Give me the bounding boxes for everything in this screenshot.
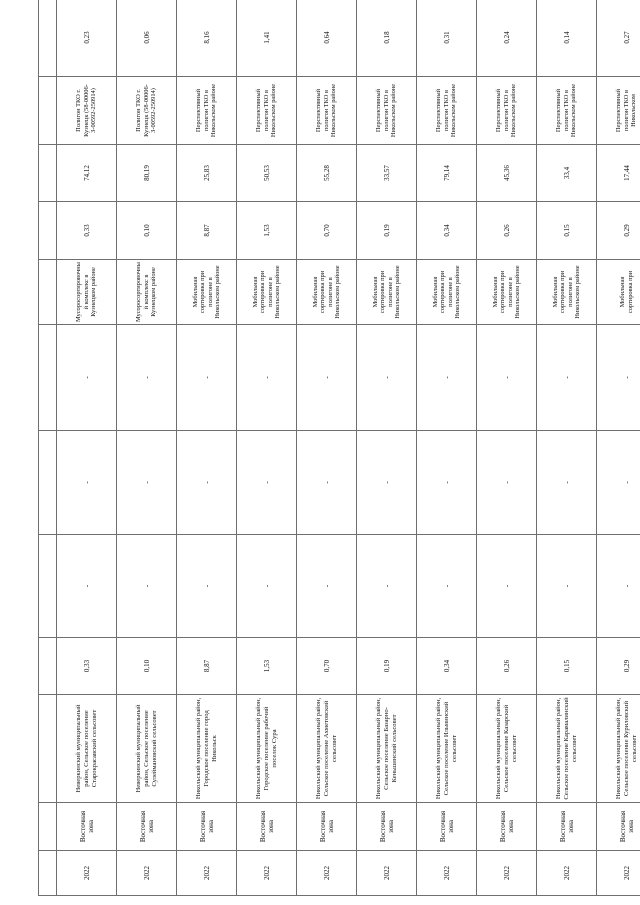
destination-cell: Перспективный полигон ТКО в Никольском районе xyxy=(357,77,417,145)
destination-mass-cell: 1,41 xyxy=(237,0,297,77)
zone-cell: Восточная зона xyxy=(237,803,297,851)
facility-mass-cell xyxy=(39,202,57,260)
percent-cell: 45,36 xyxy=(477,145,537,202)
percent-cell: 17,44 xyxy=(597,145,640,202)
empty-cell-3: - xyxy=(477,325,537,431)
empty-cell-1: - xyxy=(177,535,237,638)
destination-mass-cell: 0,31 xyxy=(417,0,477,77)
year-cell: 2022 xyxy=(177,851,237,896)
zone-cell: Восточная зона xyxy=(357,803,417,851)
empty-cell-2: - xyxy=(417,431,477,535)
zone-cell: Восточная зона xyxy=(477,803,537,851)
table-row xyxy=(537,0,597,896)
zone-cell: Восточная зона xyxy=(117,803,177,851)
table-row xyxy=(357,0,417,896)
mass-total-cell: 0,34 xyxy=(417,638,477,695)
facility-cell: Мобильная сортировка при полигоне в Никольском районе xyxy=(237,260,297,325)
empty-cell-1: - xyxy=(117,535,177,638)
mass-total-cell: 0,70 xyxy=(297,638,357,695)
percent-cell: 25,83 xyxy=(177,145,237,202)
facility-mass-cell: 0,10 xyxy=(117,202,177,260)
destination-cell: Полигон ТКО г. Кузнецк (58-00006-З-00592-250914) xyxy=(117,77,177,145)
year-cell: 2022 xyxy=(237,851,297,896)
table-body xyxy=(39,0,640,896)
destination-cell: Перспективный полигон ТКО в Никольском районе xyxy=(177,77,237,145)
municipality-cell: Никольский муниципальный район, Сельское поселение Карамалинский сельсовет xyxy=(537,695,597,803)
waste-flow-table xyxy=(38,0,640,896)
facility-cell xyxy=(39,260,57,325)
zone-cell xyxy=(39,803,57,851)
empty-cell-2: - xyxy=(297,431,357,535)
year-cell: 2022 xyxy=(357,851,417,896)
mass-total-cell: 0,15 xyxy=(537,638,597,695)
year-cell: 2022 xyxy=(57,851,117,896)
facility-mass-cell: 0,19 xyxy=(357,202,417,260)
empty-cell-1: - xyxy=(297,535,357,638)
facility-cell: Мусоросортировочный комплекс в Кузнецком районе xyxy=(57,260,117,325)
facility-cell: Мобильная сортировка при полигоне в Никольском районе xyxy=(177,260,237,325)
table-row xyxy=(297,0,357,896)
empty-cell-2: - xyxy=(597,431,640,535)
percent-cell: 74,12 xyxy=(57,145,117,202)
destination-mass-cell: 0,27 xyxy=(597,0,640,77)
table-row xyxy=(177,0,237,896)
empty-cell-3: - xyxy=(177,325,237,431)
municipality-cell: Никольский муниципальный район, Городское поселение рабочий поселок Сура xyxy=(237,695,297,803)
year-cell: 2022 xyxy=(417,851,477,896)
mass-total-cell: 0,26 xyxy=(477,638,537,695)
facility-cell: Мобильная сортировка при полигоне в Никольском районе xyxy=(357,260,417,325)
zone-cell: Восточная зона xyxy=(177,803,237,851)
municipality-cell: Никольский муниципальный район, Сельское поселение Ильминский сельсовет xyxy=(417,695,477,803)
empty-cell-1: - xyxy=(597,535,640,638)
table-row xyxy=(57,0,117,896)
destination-cell: Перспективный полигон ТКО в Никольском районе xyxy=(297,77,357,145)
destination-cell: Полигон ТКО г. Кузнецк (58-00006-З-00592-250914) xyxy=(57,77,117,145)
destination-mass-cell: 0,64 xyxy=(297,0,357,77)
percent-cell: 50,53 xyxy=(237,145,297,202)
municipality-cell: Никольский муниципальный район, Сельское поселение Ахметовский сельсовет xyxy=(297,695,357,803)
table-row xyxy=(417,0,477,896)
percent-cell: 33,4 xyxy=(537,145,597,202)
empty-cell-1: - xyxy=(357,535,417,638)
percent-cell: 79,14 xyxy=(417,145,477,202)
empty-cell-3: - xyxy=(357,325,417,431)
destination-cell: Перспективный полигон ТКО в Никольском районе xyxy=(417,77,477,145)
destination-cell: Перспективный полигон ТКО в Никольском районе xyxy=(237,77,297,145)
destination-mass-cell: 0,06 xyxy=(117,0,177,77)
empty-cell-3: - xyxy=(537,325,597,431)
empty-cell-3: - xyxy=(597,325,640,431)
facility-mass-cell: 0,33 xyxy=(57,202,117,260)
municipality-cell: Неверкинский муниципальный район, Сельское поселение Старокрасавский сельсовет xyxy=(57,695,117,803)
empty-cell-3 xyxy=(39,325,57,431)
empty-cell-1: - xyxy=(57,535,117,638)
facility-mass-cell: 0,34 xyxy=(417,202,477,260)
table-row xyxy=(237,0,297,896)
facility-mass-cell: 0,29 xyxy=(597,202,640,260)
destination-mass-cell: 8,16 xyxy=(177,0,237,77)
municipality-cell: Никольский муниципальный район, Сельское поселение Базарно-Кеньшинский сельсовет xyxy=(357,695,417,803)
destination-mass-cell: 0,23 xyxy=(57,0,117,77)
empty-cell-1: - xyxy=(537,535,597,638)
empty-cell-3: - xyxy=(417,325,477,431)
percent-cell xyxy=(39,145,57,202)
mass-total-cell: 0,19 xyxy=(357,638,417,695)
mass-total-cell xyxy=(39,638,57,695)
percent-cell: 55,28 xyxy=(297,145,357,202)
empty-cell-2: - xyxy=(237,431,297,535)
facility-mass-cell: 0,26 xyxy=(477,202,537,260)
zone-cell: Восточная зона xyxy=(537,803,597,851)
table-row xyxy=(477,0,537,896)
destination-cell: Перспективный полигон ТКО в Никольском районе xyxy=(537,77,597,145)
year-cell: 2022 xyxy=(537,851,597,896)
mass-total-cell: 1,53 xyxy=(237,638,297,695)
empty-cell-2: - xyxy=(477,431,537,535)
facility-mass-cell: 1,53 xyxy=(237,202,297,260)
year-cell: 2022 xyxy=(117,851,177,896)
municipality-cell: Никольский муниципальный район, Сельское поселение Куриловский сельсовет xyxy=(597,695,640,803)
zone-cell: Восточная зона xyxy=(417,803,477,851)
empty-cell-2: - xyxy=(177,431,237,535)
municipality-cell: Никольский муниципальный район, Сельское поселение Казарский сельсовет xyxy=(477,695,537,803)
year-cell: 2022 xyxy=(297,851,357,896)
empty-cell-2: - xyxy=(537,431,597,535)
facility-mass-cell: 8,87 xyxy=(177,202,237,260)
table-row xyxy=(117,0,177,896)
facility-cell: Мобильная сортировка при полигоне в Никольском районе xyxy=(537,260,597,325)
rotated-table-sheet xyxy=(38,19,638,896)
empty-cell-1: - xyxy=(477,535,537,638)
percent-cell: 33,57 xyxy=(357,145,417,202)
municipality-cell xyxy=(39,695,57,803)
destination-cell xyxy=(39,77,57,145)
destination-mass-cell: 0,14 xyxy=(537,0,597,77)
facility-cell: Мобильная сортировка при полигоне в Никольском районе xyxy=(297,260,357,325)
empty-cell-3: - xyxy=(117,325,177,431)
facility-cell: Мобильная сортировка при xyxy=(597,260,640,325)
facility-mass-cell: 0,70 xyxy=(297,202,357,260)
percent-cell: 80,19 xyxy=(117,145,177,202)
zone-cell: Восточная зона xyxy=(57,803,117,851)
year-cell: 2022 xyxy=(477,851,537,896)
empty-cell-1 xyxy=(39,535,57,638)
destination-mass-cell xyxy=(39,0,57,77)
zone-cell: Восточная зона xyxy=(597,803,640,851)
empty-cell-1: - xyxy=(417,535,477,638)
empty-cell-3: - xyxy=(297,325,357,431)
table-row xyxy=(39,0,57,896)
year-cell xyxy=(39,851,57,896)
empty-cell-2: - xyxy=(57,431,117,535)
facility-cell: Мобильная сортировка при полигоне в Никольском районе xyxy=(417,260,477,325)
empty-cell-3: - xyxy=(57,325,117,431)
municipality-cell: Никольский муниципальный район, Городское поселение город Никольск xyxy=(177,695,237,803)
destination-mass-cell: 0,24 xyxy=(477,0,537,77)
facility-cell: Мобильная сортировка при полигоне в Никольском районе xyxy=(477,260,537,325)
destination-mass-cell: 0,18 xyxy=(357,0,417,77)
empty-cell-1: - xyxy=(237,535,297,638)
destination-cell: Перспективный полигон ТКО в Никольском xyxy=(597,77,640,145)
zone-cell: Восточная зона xyxy=(297,803,357,851)
municipality-cell: Неверкинский муниципальный район, Сельское поселение Сулеймановский сельсовет xyxy=(117,695,177,803)
destination-cell: Перспективный полигон ТКО в Никольском районе xyxy=(477,77,537,145)
empty-cell-2: - xyxy=(117,431,177,535)
mass-total-cell: 0,10 xyxy=(117,638,177,695)
facility-mass-cell: 0,15 xyxy=(537,202,597,260)
mass-total-cell: 0,33 xyxy=(57,638,117,695)
table-row xyxy=(597,0,640,896)
mass-total-cell: 0,29 xyxy=(597,638,640,695)
empty-cell-2: - xyxy=(357,431,417,535)
facility-cell: Мусоросортировочный комплекс в Кузнецком районе xyxy=(117,260,177,325)
empty-cell-2 xyxy=(39,431,57,535)
empty-cell-3: - xyxy=(237,325,297,431)
mass-total-cell: 8,87 xyxy=(177,638,237,695)
year-cell: 2022 xyxy=(597,851,640,896)
